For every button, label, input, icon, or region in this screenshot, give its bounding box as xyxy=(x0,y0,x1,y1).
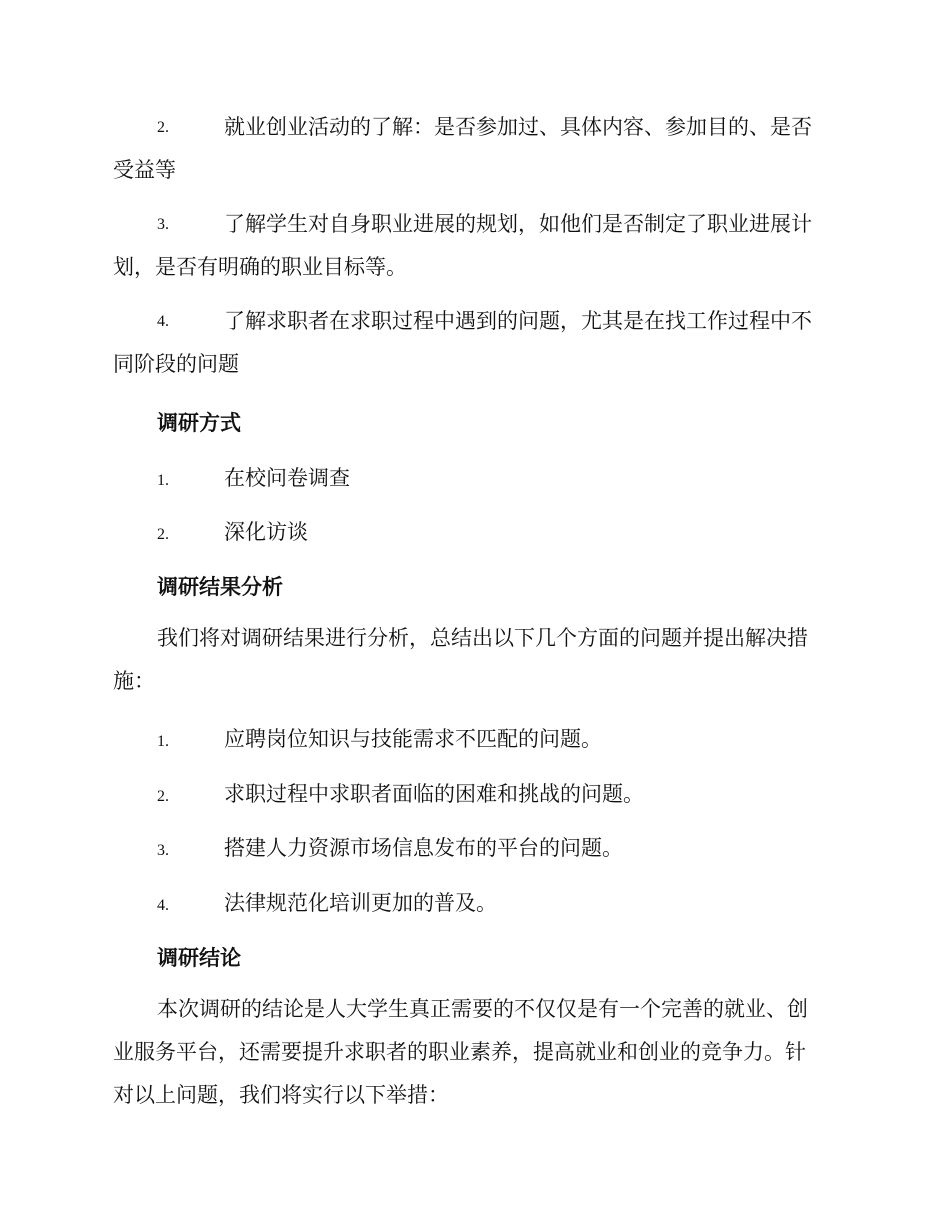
list-text-continuation: 同阶段的问题 xyxy=(113,352,239,376)
list-number: 4. xyxy=(157,313,169,330)
list-text-line: 了解学生对自身职业进展的规划，如他们是否制定了职业进展计 xyxy=(224,212,812,236)
list-number: 3. xyxy=(157,842,169,859)
list-item xyxy=(113,203,835,289)
list-text: 深化访谈 xyxy=(224,520,308,544)
section-heading-conclusion: 调研结论 xyxy=(157,945,241,970)
list-item xyxy=(113,300,835,386)
list-item xyxy=(113,516,835,546)
list-number: 1. xyxy=(157,733,169,750)
analysis-intro-paragraph xyxy=(113,617,835,703)
paragraph-line: 施： xyxy=(113,669,155,693)
list-item xyxy=(113,778,835,808)
list-text-line: 了解求职者在求职过程中遇到的问题，尤其是在找工作过程中不 xyxy=(224,309,812,333)
list-text-continuation: 受益等 xyxy=(113,158,176,182)
list-number: 2. xyxy=(157,119,169,136)
list-item xyxy=(113,106,835,192)
list-number: 1. xyxy=(157,472,169,489)
list-text: 应聘岗位知识与技能需求不匹配的问题。 xyxy=(224,727,602,751)
list-item xyxy=(113,462,835,492)
list-number: 2. xyxy=(157,788,169,805)
section-heading-method: 调研方式 xyxy=(157,410,241,435)
conclusion-paragraph xyxy=(113,988,835,1117)
list-item xyxy=(113,723,835,753)
list-text: 求职过程中求职者面临的困难和挑战的问题。 xyxy=(224,782,644,806)
paragraph-line: 对以上问题，我们将实行以下举措： xyxy=(113,1083,449,1107)
list-text: 法律规范化培训更加的普及。 xyxy=(224,891,497,915)
list-item xyxy=(113,887,835,917)
list-number: 3. xyxy=(157,216,169,233)
list-item xyxy=(113,832,835,862)
list-text: 在校问卷调查 xyxy=(224,466,350,490)
paragraph-line: 业服务平台，还需要提升求职者的职业素养，提高就业和创业的竞争力。针 xyxy=(113,1040,806,1064)
list-text-continuation: 划，是否有明确的职业目标等。 xyxy=(113,255,407,279)
list-item-first-line xyxy=(113,106,835,149)
list-text-line: 就业创业活动的了解：是否参加过、具体内容、参加目的、是否 xyxy=(224,115,812,139)
list-item-first-line xyxy=(113,300,835,343)
list-item-first-line xyxy=(113,203,835,246)
list-number: 4. xyxy=(157,897,169,914)
paragraph-line: 本次调研的结论是人大学生真正需要的不仅仅是有一个完善的就业、创 xyxy=(157,997,808,1021)
list-text: 搭建人力资源市场信息发布的平台的问题。 xyxy=(224,836,623,860)
list-number: 2. xyxy=(157,526,169,543)
section-heading-analysis: 调研结果分析 xyxy=(157,574,283,599)
paragraph-line: 我们将对调研结果进行分析，总结出以下几个方面的问题并提出解决措 xyxy=(157,626,808,650)
